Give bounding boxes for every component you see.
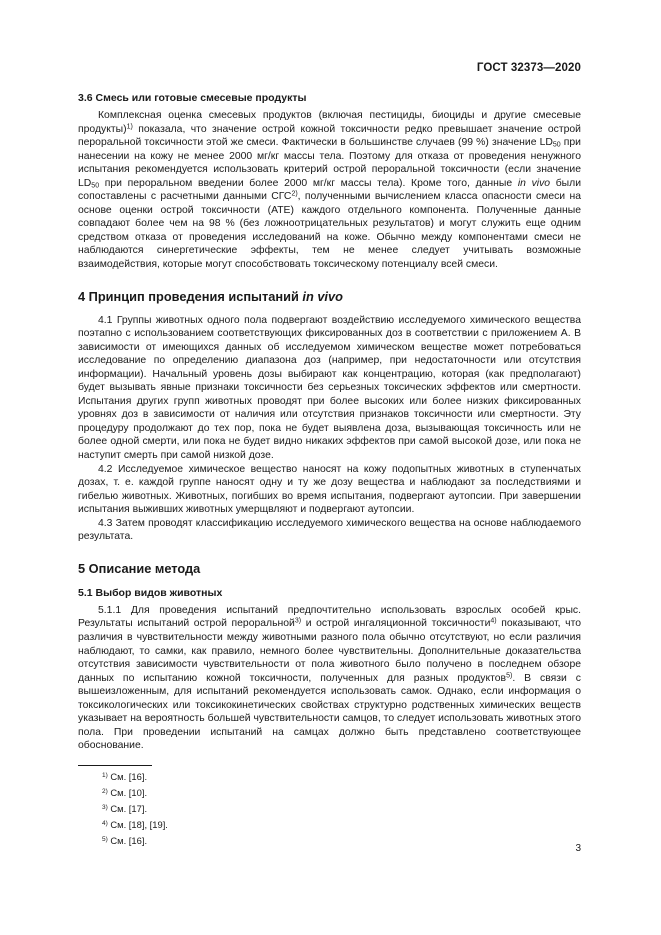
paragraph-4-2: 4.2 Исследуемое химическое вещество наносят на кожу подопытных животных в ступенчатых дозах, т. е. каждой группе наносят одну и ту же дозу вещества и наблюдают за последствиями и гибелью животных. Животных, погибших во время испытания, подвергают аутопсии. При завершении испытания выживших животных умерщвляют и подвергают аутопсии. (78, 463, 581, 516)
footnote-item: $^{5)}$ См. [16]. (102, 834, 148, 846)
main-content (78, 91, 581, 753)
paragraph-4-1: 4.1 Группы животных одного пола подвергают воздействию исследуемого химического вещества поэтапно с использованием соответствующих фиксированных доз в соответствии с приложением А. В зависимости от имеющихся данных об исследуемом химическом веществе может потребоваться исследование по определению диапазона доз (например, при недостаточности или отсутствия информации). Начальный уровень дозы выбирают как концентрацию, которая (как предполагают) будет вызывать явные признаки токсичности без серьезных токсических эффектов или смертности. Испытания других групп животных проводят при более высоких или более низких фиксированных уровнях доз в зависимости от наличия или отсутствия признаков токсичности или смертности. Эту процедуру продолжают до тех пор, пока не будет выявлена доза, вызывающая токсичность или не более одной смерти, или пока не будет видно никаких эффектов при самой высокой дозе, или пока не наступит смерть при самой низкой дозе. (78, 314, 581, 462)
footnote-ref[interactable]: 2) (291, 190, 298, 198)
footnote-ref[interactable]: 5) (506, 672, 513, 680)
footnote-item: $^{4)}$ См. [18], [19]. (102, 818, 168, 830)
footnote-item: $^{1)}$ См. [16]. (102, 771, 148, 782)
page-number: 3 (575, 843, 581, 854)
footnote-divider (78, 765, 152, 766)
section-5-title: 5 Описание метода (78, 560, 201, 576)
footnote-ref[interactable]: 1) (126, 123, 133, 131)
footnotes (102, 769, 168, 849)
footnote-item: $^{3)}$ См. [17]. (102, 802, 148, 814)
paragraph-4-3: 4.3 Затем проводят классификацию исследуемого химического вещества на основе наблюдаемого результата. (78, 517, 581, 543)
section-4-title: 4 Принцип проведения испытаний in vivo (78, 288, 343, 304)
footnote-item: $^{2)}$ См. [10]. (102, 786, 148, 798)
footnote-ref[interactable]: 4) (490, 617, 497, 625)
section-5-1-title: 5.1 Выбор видов животных (78, 586, 223, 599)
section-3-6-paragraph: Комплексная оценка смесевых продуктов (включая пестициды, биоциды и другие смесевые продукты)$^{1)}$ показала, что значение острой кожной токсичности редко превышает значение острой пероральной токсичности этой же смеси. Фактически в большинстве случаев (99 %) значение $LD_{50}$ при нанесении на кожу не менее 2000 мг/кг массы тела. Поэтому для отказа от проведения ненужного испытания рекомендуется использовать критерий острой пероральной токсичности (если значение $LD_{50}$ при пероральном введении более 2000 мг/кг массы тела). Кроме того, данные in vivo были сопоставлены с расчетными данными СГС$^{2)}$, полученными вычислением класса опасности смеси на основе оценки острой токсичности (АТЕ) каждого отдельного компонента. Полученные данные совпадают более чем на 98 % (без ложноотрицательных результатов) и могут служить еще одним средством отказа от проведения исследований на коже. Обычно между компонентами смеси не наблюдаются синергетические эффекты, тем не менее следует учитывать возможные взаимодействия, которые могут способствовать токсическому потенциалу всей смеси. (78, 110, 581, 271)
footnote-ref[interactable]: 3) (294, 617, 302, 625)
document-code-header: ГОСТ 32373—2020 (476, 62, 581, 74)
section-3-6-title: 3.6 Смесь или готовые смесевые продукты (78, 92, 307, 104)
paragraph-5-1-1: 5.1.1 Для проведения испытаний предпочтительно использовать взрослых особей крыс. Результаты испытаний острой пероральной$^{3)}$ и острой ингаляционной токсичности$^{4)}$ показывают, что различия в чувствительности между животными разного пола обычно отсутствуют, но если различия наблюдают, то самки, как правило, немного более чувствительны. Дополнительные доказательства отсутствия зависимости чувствительности от пола животного было получено в последнем обзоре данных по испытанию кожной токсичности, полученных для разных продуктов$^{5)}$. В связи с вышеизложенным, для испытаний рекомендуется использовать самок. Однако, если информация о токсикологических или токсикокинетических свойствах структурно родственных химических веществ указывает на вероятность большей чувствительности самцов, то следует использовать животных этого пола. При проведении испытаний на самцах должно быть представлено соответствующее обоснование. (78, 604, 581, 752)
